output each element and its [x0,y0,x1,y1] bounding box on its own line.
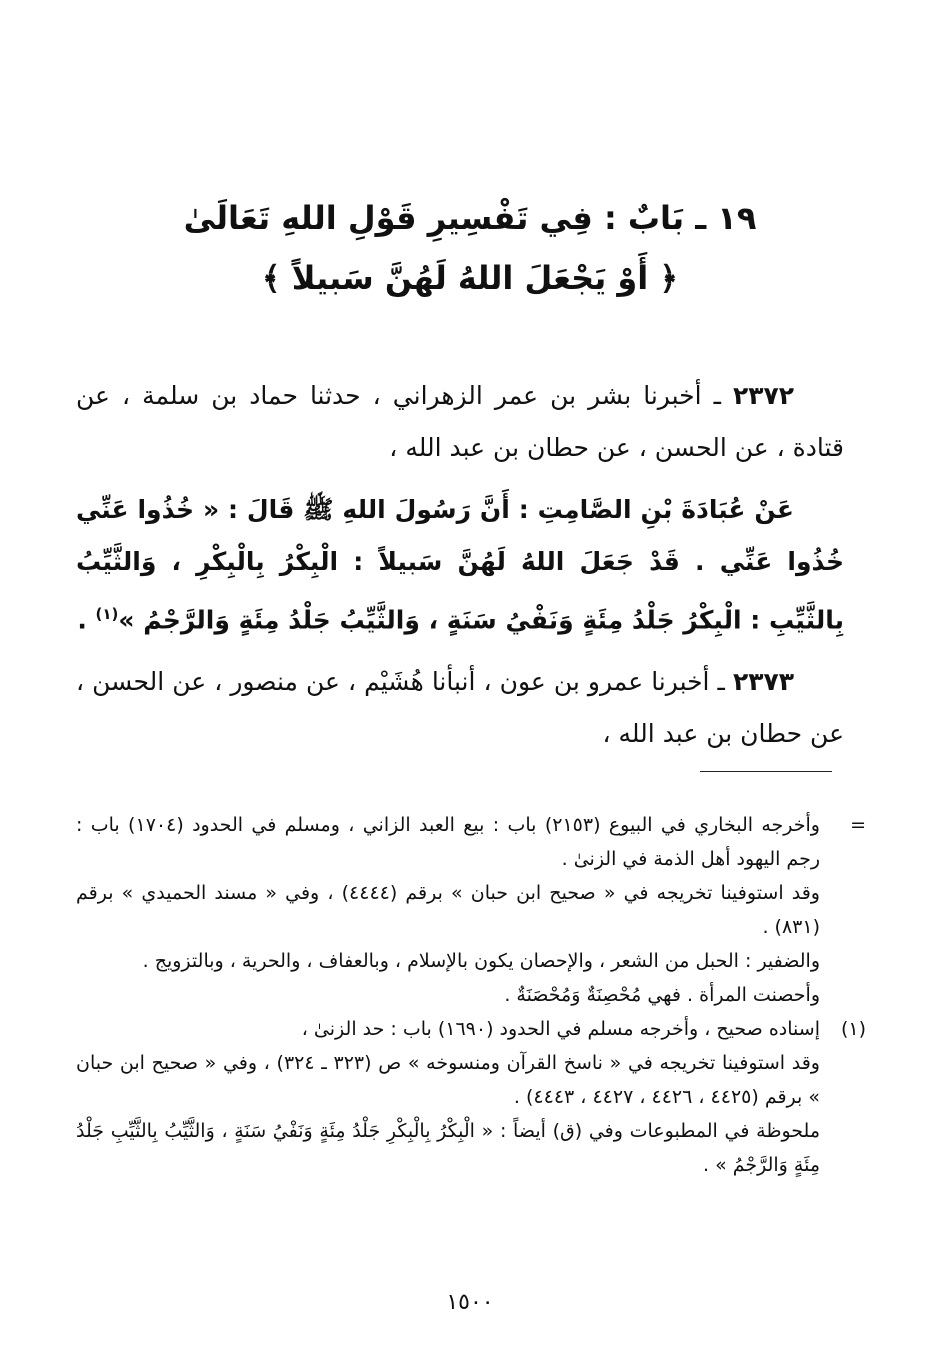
footnote-body [76,808,820,1012]
footnote-line: والضفير : الحبل من الشعر ، والإحصان يكون بالإسلام ، وبالعفاف ، والحرية ، وبالتزويج . [142,950,820,972]
chapter-title [80,188,860,308]
footnote-reference[interactable]: (١) [95,605,119,623]
page-number: ١٥٠٠ [446,1290,494,1315]
hadith-2373-chain [76,656,844,760]
footnote-line: وقد استوفينا تخريجه في « صحيح ابن حبان » برقم (٤٤٤٤) ، وفي « مسند الحميدي » برقم (٨٣١) . [76,882,820,938]
continuation-marker: = [850,814,866,836]
footnote-line: وقد استوفينا تخريجه في « ناسخ القرآن ومنسوخه » ص (٣٢٣ ـ ٣٢٤) ، وفي « صحيح ابن حبان » برقم (٤٤٢٥ ، ٤٤٢٦ ، ٤٤٢٧ ، ٤٤٤٣) . [76,1052,820,1108]
footnote-line: وأخرجه البخاري في البيوع (٢١٥٣) باب : بيع العبد الزاني ، ومسلم في الحدود (١٧٠٤) باب : رجم اليهود أهل الذمة في الزنىٰ . [76,814,820,870]
isnad-text: ـ أخبرنا بشر بن عمر الزهراني ، حدثنا حماد بن سلمة ، عن قتادة ، عن الحسن ، عن حطان بن عبد الله ، [76,381,844,462]
isnad-text: ـ أخبرنا عمرو بن عون ، أنبأنا هُشَيْم ، عن منصور ، عن الحسن ، عن حطان بن عبد الله ، [76,667,844,749]
footnote-marker: (١) [840,1018,866,1040]
footnote-line: ملحوظة في المطبوعات وفي (ق) أيضاً : « الْبِكْرُ بِالْبِكْرِ جَلْدُ مِئَةٍ وَنَفْيُ سَنَةٍ ، وَالثَّيِّبُ بِالثَّيِّبِ جَلْدُ مِئَةٍ وَالرَّجْمُ » . [76,1120,820,1176]
main-text [76,370,844,770]
footnotes [76,808,866,1182]
hadith-2372-chain [76,370,844,474]
chapter-verse: ﴿ أَوْ يَجْعَلَ اللهُ لَهُنَّ سَبيلاً ﴾ [261,259,679,297]
footnote-divider [700,771,832,772]
chapter-heading: ١٩ ـ بَابٌ : فِي تَفْسِيرِ قَوْلِ اللهِ تَعَالَىٰ [183,199,757,237]
hadith-2372-matn [76,484,844,646]
footnote-line: إسناده صحيح ، وأخرجه مسلم في الحدود (١٦٩٠) باب : حد الزنىٰ ، [301,1018,820,1040]
hadith-number: ٢٣٧٣ [732,667,794,697]
footnote-body [76,1012,820,1182]
footnote-line: وأحصنت المرأة . فهي مُحْصِنَةٌ وَمُحْصَنَةٌ . [504,984,820,1006]
footnote-continuation [76,808,866,1012]
matn-text: عَنْ عُبَادَةَ بْنِ الصَّامِتِ : أَنَّ رَسُولَ اللهِ ﷺ قَالَ : « خُذُوا عَنِّي خُذُوا عَنِّي . قَدْ جَعَلَ اللهُ لَهُنَّ سَبيلاً : الْبِكْرُ بِالْبِكْرِ ، وَالثَّيِّبُ بِالثَّيِّبِ : الْبِكْرُ جَلْدُ مِئَةٍ وَنَفْيُ سَنَةٍ ، وَالثَّيِّبُ جَلْدُ مِئَةٍ وَالرَّجْمُ » [76,495,844,635]
matn-end: . [77,605,96,635]
hadith-number: ٢٣٧٢ [732,381,794,410]
footnote-1 [76,1012,866,1182]
